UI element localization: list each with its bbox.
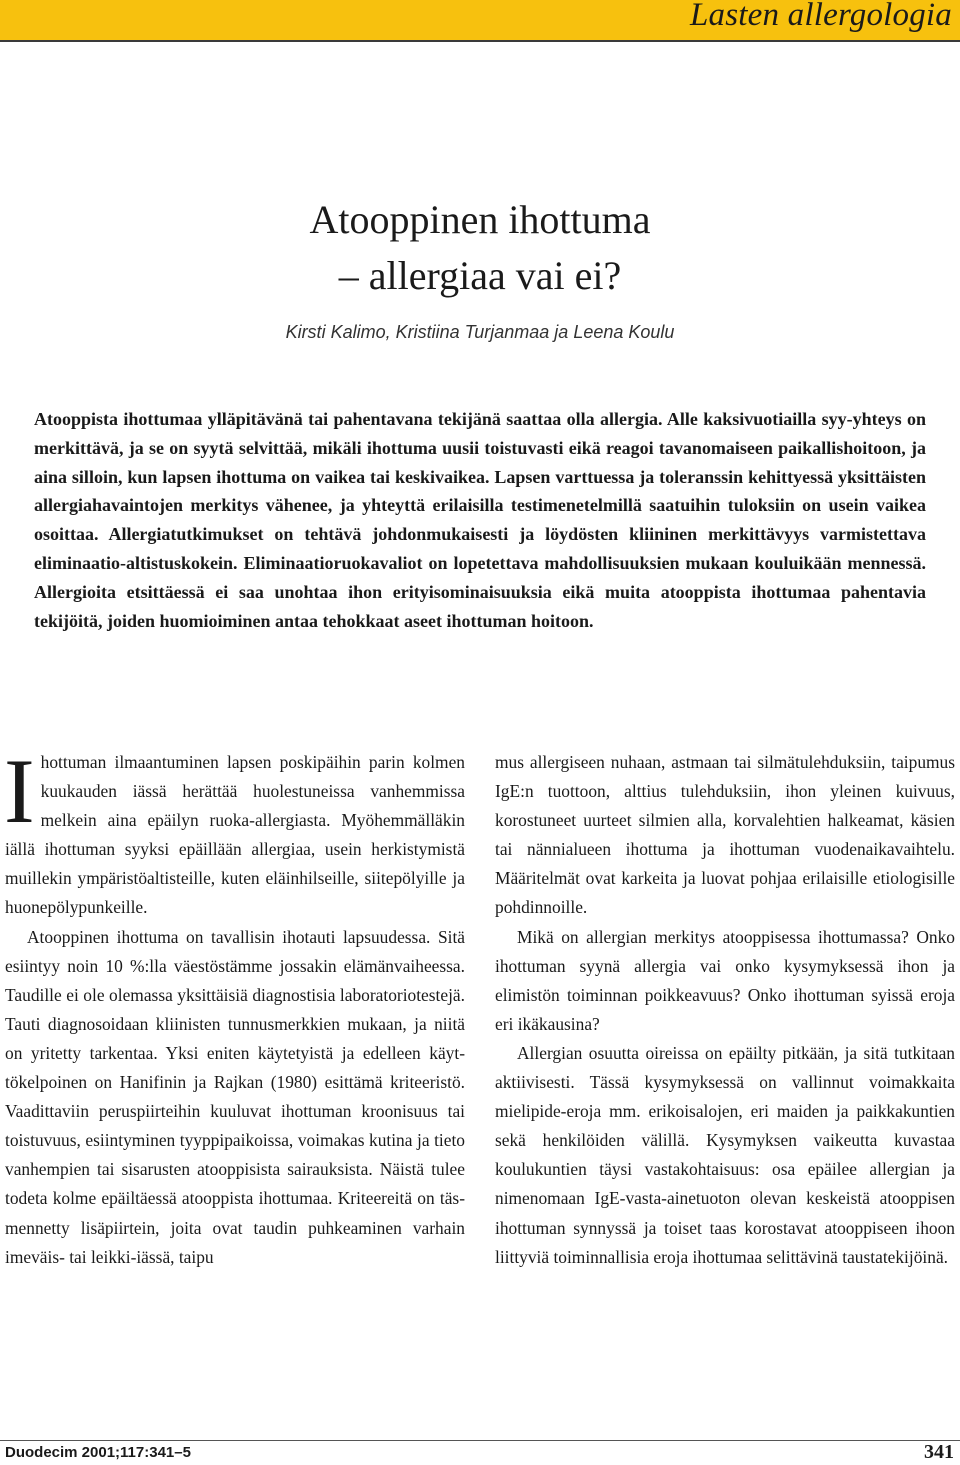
header-band [0, 0, 960, 40]
section-title: Lasten allergologia [690, 0, 952, 33]
footer-divider [0, 1440, 960, 1441]
journal-citation: Duodecim 2001;117:341–5 [5, 1444, 191, 1461]
header-divider [0, 40, 960, 42]
page-number: 341 [924, 1441, 954, 1463]
body-paragraph: Mikä on allergian merkitys atooppisessa ihottumassa? Onko ihottuman syynä allergia vai onko kysymyksessä ihon ja elimistön toiminnan poikkeavuus? Onko ihottuman syissä eroja eri ikäkausina? [495, 926, 955, 1034]
body-paragraph: Atooppinen ihottuma on tavallisin ihotauti lapsuudessa. Sitä esiintyy noin 10 %:lla väestöstämme jossakin elämänvaiheessa. Taudille ei ole olemassa yksittäisiä diagnostisia laboratoriotestejä. Tauti diagnosoidaan kliinisten tunnusmerkkien mukaan, ja niitä on yritetty tarkentaa. Yksi eniten käytetyistä ja edelleen käyttökelpoinen on Hanifinin ja Rajkan (1980) esittämä kriteeristö. Vaadittaviin peruspiirteihin kuuluvat ihottuman kroonisuus tai toistuvuus, esiintyminen tyyppipaikoissa, voimakas kutina ja tieto vanhempien tai sisarusten atooppisista sairauksista. Näistä tulee todeta kolme epäiltäessä atooppista ihottumaa. Kriteereitä on täsmennetty lisäpiirtein, joita ovat taudin puhkeaminen varhain imeväis- tai leikki-iässä, taipu [5, 926, 465, 1267]
body-column-right [495, 748, 955, 1272]
article-abstract: Atooppista ihottumaa ylläpitävänä tai pahentavana tekijänä saattaa olla allergia. Alle kaksivuotiailla syy-yhteys on merkittävä, ja se on syytä selvittää, mikäli ihottuma uusii toistuvasti eikä reagoi tavanomaiseen paikallishoitoon, ja aina silloin, kun lapsen ihottuma on vaikea tai keskivaikea. Lapsen varttuessa ja toleranssin kehittyessä yksittäisten allergiahavaintojen merkitys vähenee, ja yhteyttä erilaisilla testimenetelmillä saatuihin tuloksiin on usein vaikea osoittaa. Allergiatutkimukset on tehtävä johdonmukaisesti ja löydösten kliininen merkittävyys varmistettava eliminaatio-altistuskokein. Eliminaatioruokavaliot on lopetettava mahdollisuuksien mukaan kouluikään mennessä. Allergioita etsittäessä ei saa unohtaa ihon erityisominaisuuksia eikä muita atooppista ihottumaa pahentavia tekijöitä, joiden huomioiminen antaa tehokkaat aseet ihottuman hoitoon. [34, 409, 926, 631]
body-paragraph [4, 740, 465, 923]
article-title-line-2: – allergiaa vai ei? [338, 253, 622, 298]
article-title-line-1: Atooppinen ihottuma [309, 197, 651, 242]
article-authors: Kirsti Kalimo, Kristiina Turjanmaa ja Leena Koulu [285, 322, 675, 342]
body-column-left [4, 740, 465, 1272]
body-paragraph: mus allergiseen nuhaan, astmaan tai silmätulehduksiin, taipumus IgE:n tuottoon, alttius tulehduksiin, ihon yleinen kuivuus, korostuneet uurteet silmien alla, korvalehtien halkeamat, käsien tai nännialueen ihottuma ja ihottuman vuodenaikavaihtelu. Määritelmät ovat karkeita ja luovat pohjaa erilaisille etiologisille pohdinnoille. [495, 752, 955, 918]
body-paragraph: Allergian osuutta oireissa on epäilty pitkään, ja sitä tutkitaan aktiivisesti. Tässä kysymyksessä on vallinnut voimakkaita mielipide-eroja mm. erikoisalojen, eri maiden ja paikkakuntien sekä henkilöiden välillä. Kysymyksen vaikeutta kuvastaa koulukuntien täysi vastakohtaisuus: osa epäilee allergian ja nimenomaan IgE-vasta-ainetuoton olevan keskeistä atooppisen ihottuman synnyssä ja toiset taas korostavat atooppiseen ihoon liittyviä toiminnallisia eroja ihottumaa selittävinä taustatekijöinä. [495, 1042, 955, 1267]
body-paragraph-text: hottuman ilmaantuminen lapsen poskipäihin parin kolmen kuukauden iässä herättää huolestuneissa vanhemmissa melkein aina epäilyn ruoka-allergiasta. Myöhemmälläkin iällä ihottuman syyksi epäillään allergiaa, usein herkistymistä muillekin ympäristöaltisteille, kuten eläinhilseille, siitepölyille ja huonepölypunkeille. [5, 752, 465, 918]
drop-cap: I [4, 740, 35, 842]
